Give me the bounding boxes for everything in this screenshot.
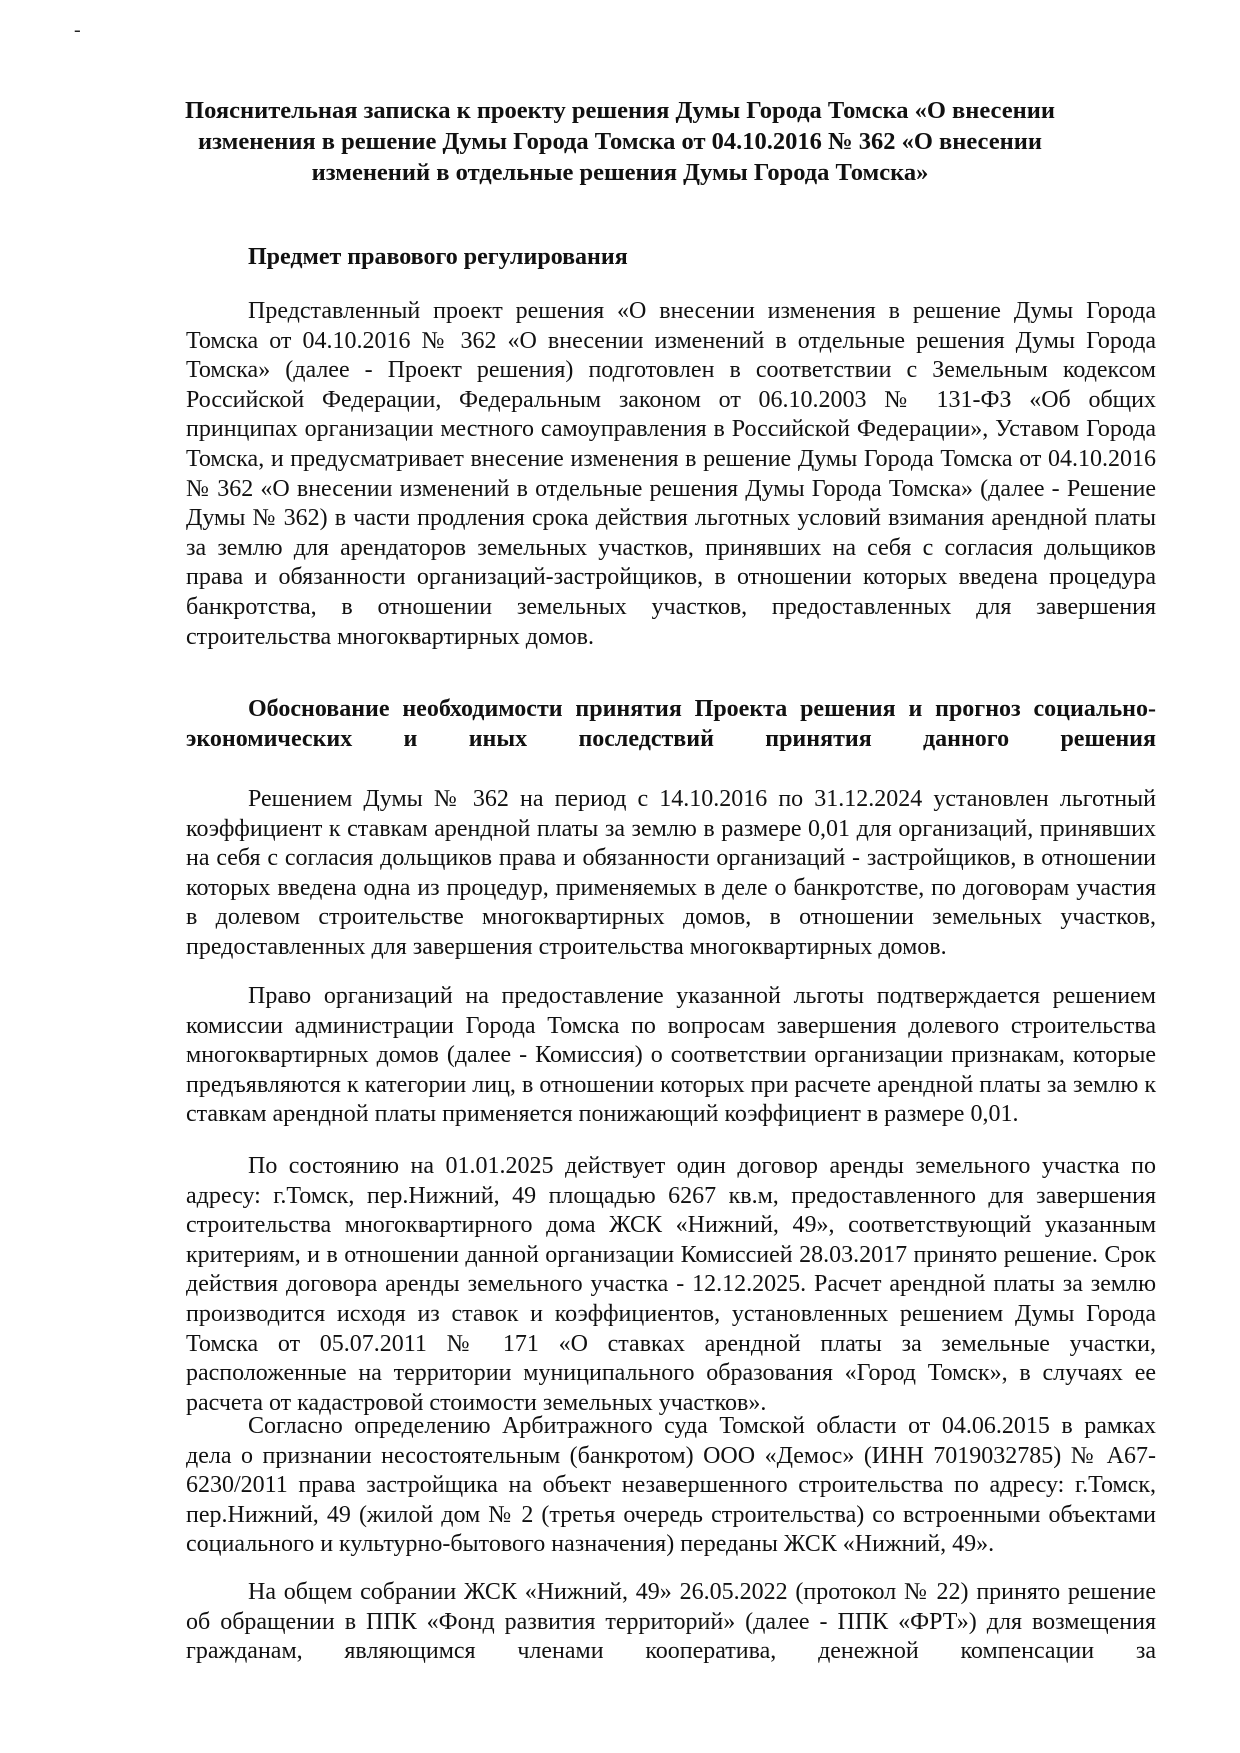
section-heading-subject: Предмет правового регулирования xyxy=(248,244,628,270)
section-heading-justification: Обоснование необходимости принятия Проекта решения и прогноз социально-экономических и иных последствий принятия данного решения xyxy=(186,696,1156,752)
paragraph-subject: Представленный проект решения «О внесении изменения в решение Думы Города Томска от 04.10.2016 № 362 «О внесении изменений в отдельные решения Думы Города Томска» (далее - Проект решения) подготовлен в соответствии с Земельным кодексом Российской Федерации, Федеральным законом от 06.10.2003 № 131-ФЗ «Об общих принципах организации местного самоуправления в Российской Федерации», Уставом Города Томска, и предусматривает внесение изменения в решение Думы Города Томска от 04.10.2016 № 362 «О внесении изменений в отдельные решения Думы Города Томска» (далее - Решение Думы № 362) в части продления срока действия льготных условий взимания арендной платы за землю для арендаторов земельных участков, принявших на себя с согласия дольщиков права и обязанности организаций-застройщиков, в отношении которых введена процедура банкротства, в отношении земельных участков, предоставленных для завершения строительства многоквартирных домов. xyxy=(186,298,1156,650)
paragraph-lease-agreement: По состоянию на 01.01.2025 действует один договор аренды земельного участка по адресу: г.Томск, пер.Нижний, 49 площадью 6267 кв.м, предоставленного для завершения строительства многоквартирного дома ЖСК «Нижний, 49», соответствующий указанным критериям, и в отношении данной организации Комиссией 28.03.2017 принято решение. Срок действия договора аренды земельного участка - 12.12.2025. Расчет арендной платы за землю производится исходя из ставок и коэффициентов, установленных решением Думы Города Томска от 05.07.2011 № 171 «О ставках арендной платы за земельные участки, расположенные на территории муниципального образования «Город Томск», в случаях ее расчета от кадастровой стоимости земельных участков». xyxy=(186,1153,1156,1416)
paragraph-benefit-coefficient: Решением Думы № 362 на период с 14.10.2016 по 31.12.2024 установлен льготный коэффициент к ставкам арендной платы за землю в размере 0,01 для организаций, принявших на себя с согласия дольщиков права и обязанности организаций - застройщиков, в отношении которых введена одна из процедур, применяемых в деле о банкротстве, по договорам участия в долевом строительстве многоквартирных домов, в отношении земельных участков, предоставленных для завершения строительства многоквартирных домов. xyxy=(186,786,1156,960)
paragraph-commission-decision: Право организаций на предоставление указанной льготы подтверждается решением комиссии администрации Города Томска по вопросам завершения долевого строительства многоквартирных домов (далее - Комиссия) о соответствии организации признакам, которые предъявляются к категории лиц, в отношении которых при расчете арендной платы за землю к ставкам арендной платы применяется понижающий коэффициент в размере 0,01. xyxy=(186,983,1156,1128)
paragraph-general-meeting xyxy=(186,1578,1156,1696)
document-title: Пояснительная записка к проекту решения Думы Города Томска «О внесении изменения в решение Думы Города Томска от 04.10.2016 № 362 «О внесении изменений в отдельные решения Думы Города Томска» xyxy=(185,97,1055,186)
corner-mark: - xyxy=(74,19,81,41)
paragraph-arbitration-ruling: Согласно определению Арбитражного суда Томской области от 04.06.2015 в рамках дела о признании несостоятельным (банкротом) ООО «Демос» (ИНН 7019032785) № А67-6230/2011 права застройщика на объект незавершенного строительства по адресу: г.Томск, пер.Нижний, 49 (жилой дом № 2 (третья очередь строительства) со встроенными объектами социального и культурно-бытового назначения) переданы ЖСК «Нижний, 49». xyxy=(186,1413,1156,1558)
paragraph-general-meeting-text: На общем собрании ЖСК «Нижний, 49» 26.05.2022 (протокол № 22) принято решение об обращении в ППК «Фонд развития территорий» (далее - ППК «ФРТ») для возмещения гражданам, являющимся членами кооператива, денежной компенсации за xyxy=(186,1579,1156,1665)
